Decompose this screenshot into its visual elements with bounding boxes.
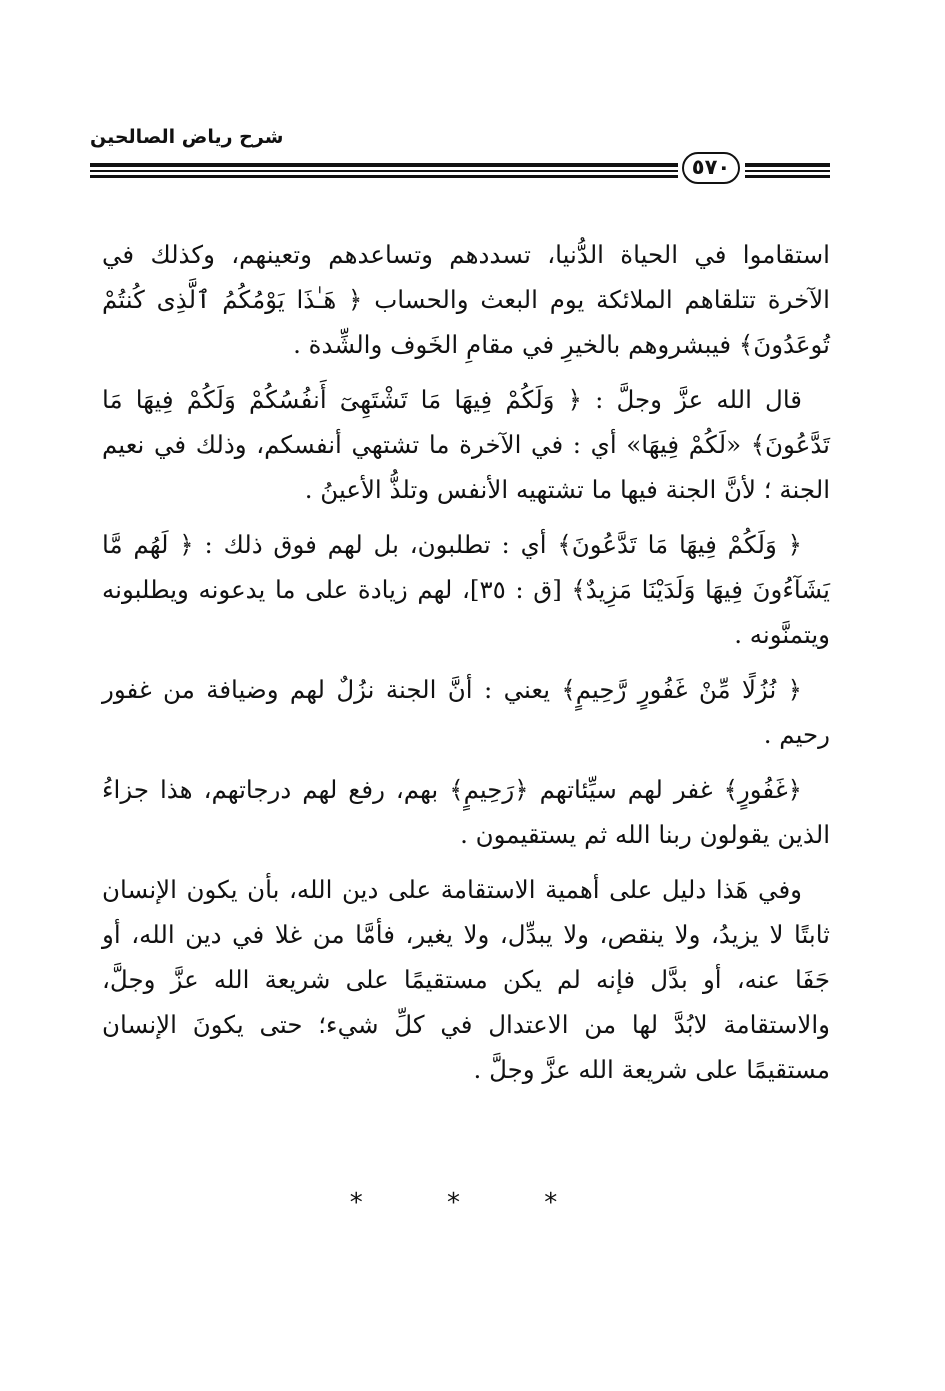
- paragraph: ﴿ نُزُلًا مِّنْ غَفُورٍ رَّحِيمٍ﴾ يعني : أنَّ الجنة نزُلٌ لهم وضيافة من غفور رحيم .: [102, 675, 830, 749]
- paragraph: وفي هَذا دليل على أهمية الاستقامة على دين الله، بأن يكون الإنسان ثابتًا لا يزيدُ، ولا ينقص، ولا يبدِّل، ولا يغير، فأمَّا من غلا في دين الله، أو جَفَا عنه، أو بدَّل فإنه لم يكن مستقيمًا على شريعة الله عزَّ وجلَّ، والاستقامة لابُدَّ لها من الاعتدال في كلِّ شيء؛ حتى يكونَ الإنسان مستقيمًا على شريعة الله عزَّ وجلَّ .: [102, 875, 830, 1084]
- paragraph: ﴿ وَلَكُمْ فِيهَا مَا تَدَّعُونَ﴾ أي : تطلبون، بل لهم فوق ذلك : ﴿ لَهُم مَّا يَشَآءُونَ فِيهَا وَلَدَيْنَا مَزِيدٌ﴾ [ق : ٣٥]، لهم زيادة على ما يدعونه ويطلبونه ويتمنَّونه .: [102, 530, 830, 649]
- paragraph: ﴿غَفُورٍ﴾ غفر لهم سيِّئاتهم ﴿رَحِيمٍ﴾ بهم، رفع لهم درجاتهم، هذا جزاءُ الذين يقولون ربنا الله ثم يستقيمون .: [102, 775, 830, 849]
- header-rule: [745, 175, 830, 178]
- header-rule: [90, 175, 678, 178]
- body-text: [102, 232, 830, 1102]
- section-separator: * * *: [349, 1188, 596, 1218]
- page-number: ٥٧٠: [682, 152, 740, 184]
- running-header-title: شرح رياض الصالحين: [90, 126, 284, 148]
- paragraph: قال الله عزَّ وجلَّ : ﴿ وَلَكُمْ فِيهَا مَا تَشْتَهِىٓ أَنفُسُكُمْ وَلَكُمْ فِيهَا مَا تَدَّعُونَ﴾ «لَكُمْ فِيهَا» أي : في الآخرة ما تشتهي أنفسكم، وذلك في نعيم الجنة ؛ لأنَّ الجنة فيها ما تشتهيه الأنفس وتلذُّ الأعينُ .: [102, 385, 830, 504]
- header-rule: [745, 163, 830, 167]
- header-rule: [745, 170, 830, 172]
- paragraph: استقاموا في الحياة الدُّنيا، تسددهم وتساعدهم وتعينهم، وكذلك في الآخرة تتلقاهم الملائكة يوم البعث والحساب ﴿ هَـٰذَا يَوْمُكُمُ ٱلَّذِى كُنتُمْ تُوعَدُونَ﴾ فيبشروهم بالخيرِ في مقامِ الخَوف والشِّدة .: [102, 240, 830, 359]
- header-rule: [90, 163, 678, 167]
- header-rule: [90, 170, 678, 172]
